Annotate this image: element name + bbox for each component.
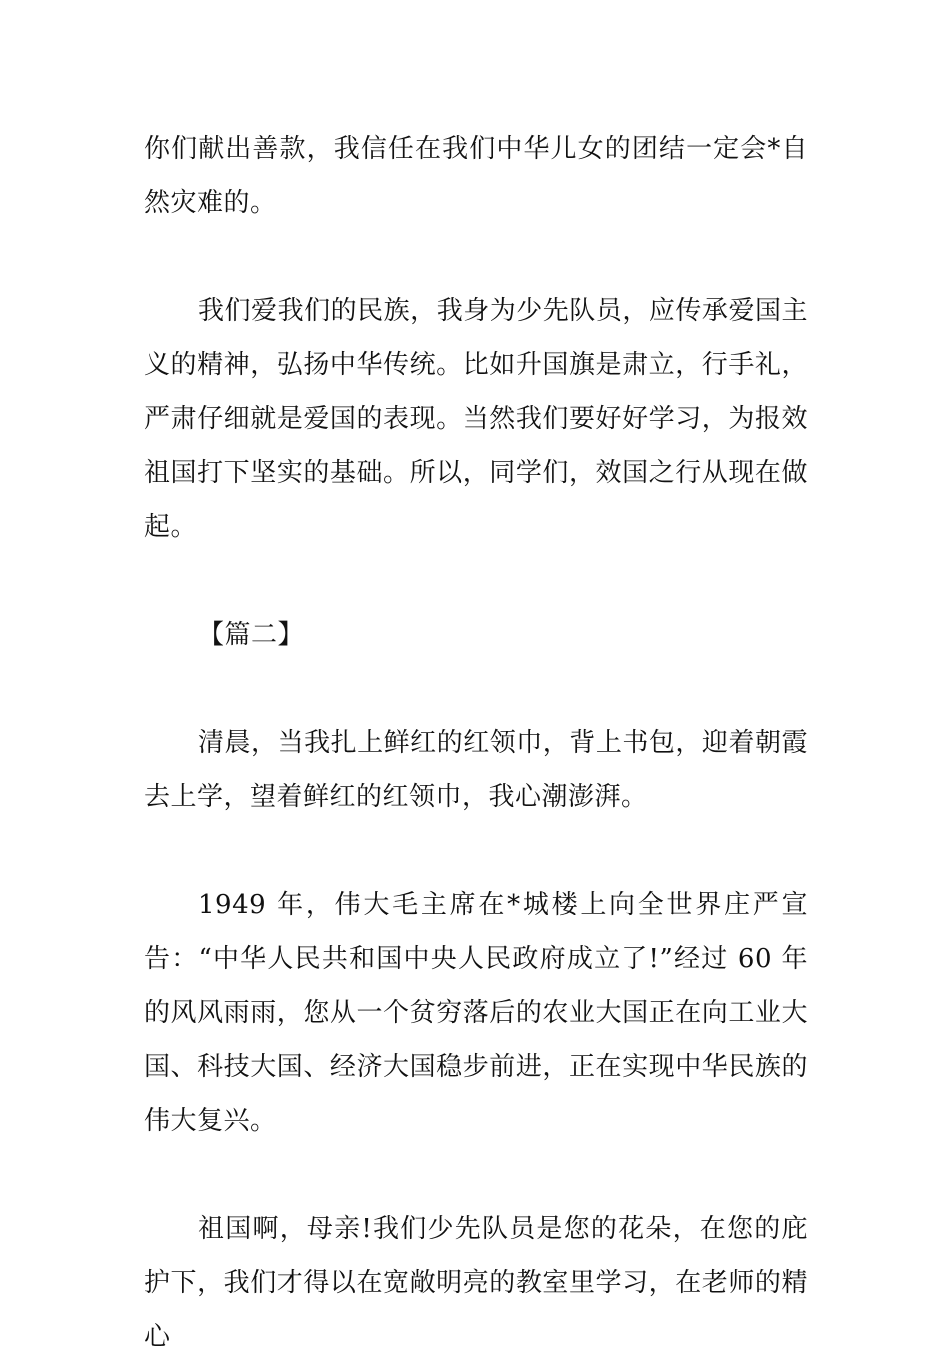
document-body bbox=[144, 122, 808, 1364]
paragraph-1949: 1949 年，伟大毛主席在*城楼上向全世界庄严宣告：“中华人民共和国中央人民政府成立了!”经过 60 年的风风雨雨，您从一个贫穷落后的农业大国正在向工业大国、科技大国、经济大国稳步前进，正在实现中华民族的伟大复兴。 bbox=[144, 890, 808, 1136]
paragraph-continuation: 你们献出善款，我信任在我们中华儿女的团结一定会*自然灾难的。 bbox=[144, 134, 808, 218]
paragraph-patriotism: 我们爱我们的民族，我身为少先队员，应传承爱国主义的精神，弘扬中华传统。比如升国旗是肃立，行手礼，严肃仔细就是爱国的表现。当然我们要好好学习，为报效祖国打下坚实的基础。所以，同学们，效国之行从现在做起。 bbox=[144, 296, 808, 542]
paragraph-morning: 清晨，当我扎上鲜红的红领巾，背上书包，迎着朝霞去上学，望着鲜红的红领巾，我心潮澎湃。 bbox=[144, 728, 808, 812]
section-heading: 【篇二】 bbox=[198, 620, 305, 650]
paragraph-motherland: 祖国啊，母亲!我们少先队员是您的花朵，在您的庇护下，我们才得以在宽敞明亮的教室里学习，在老师的精心 bbox=[144, 1214, 808, 1352]
